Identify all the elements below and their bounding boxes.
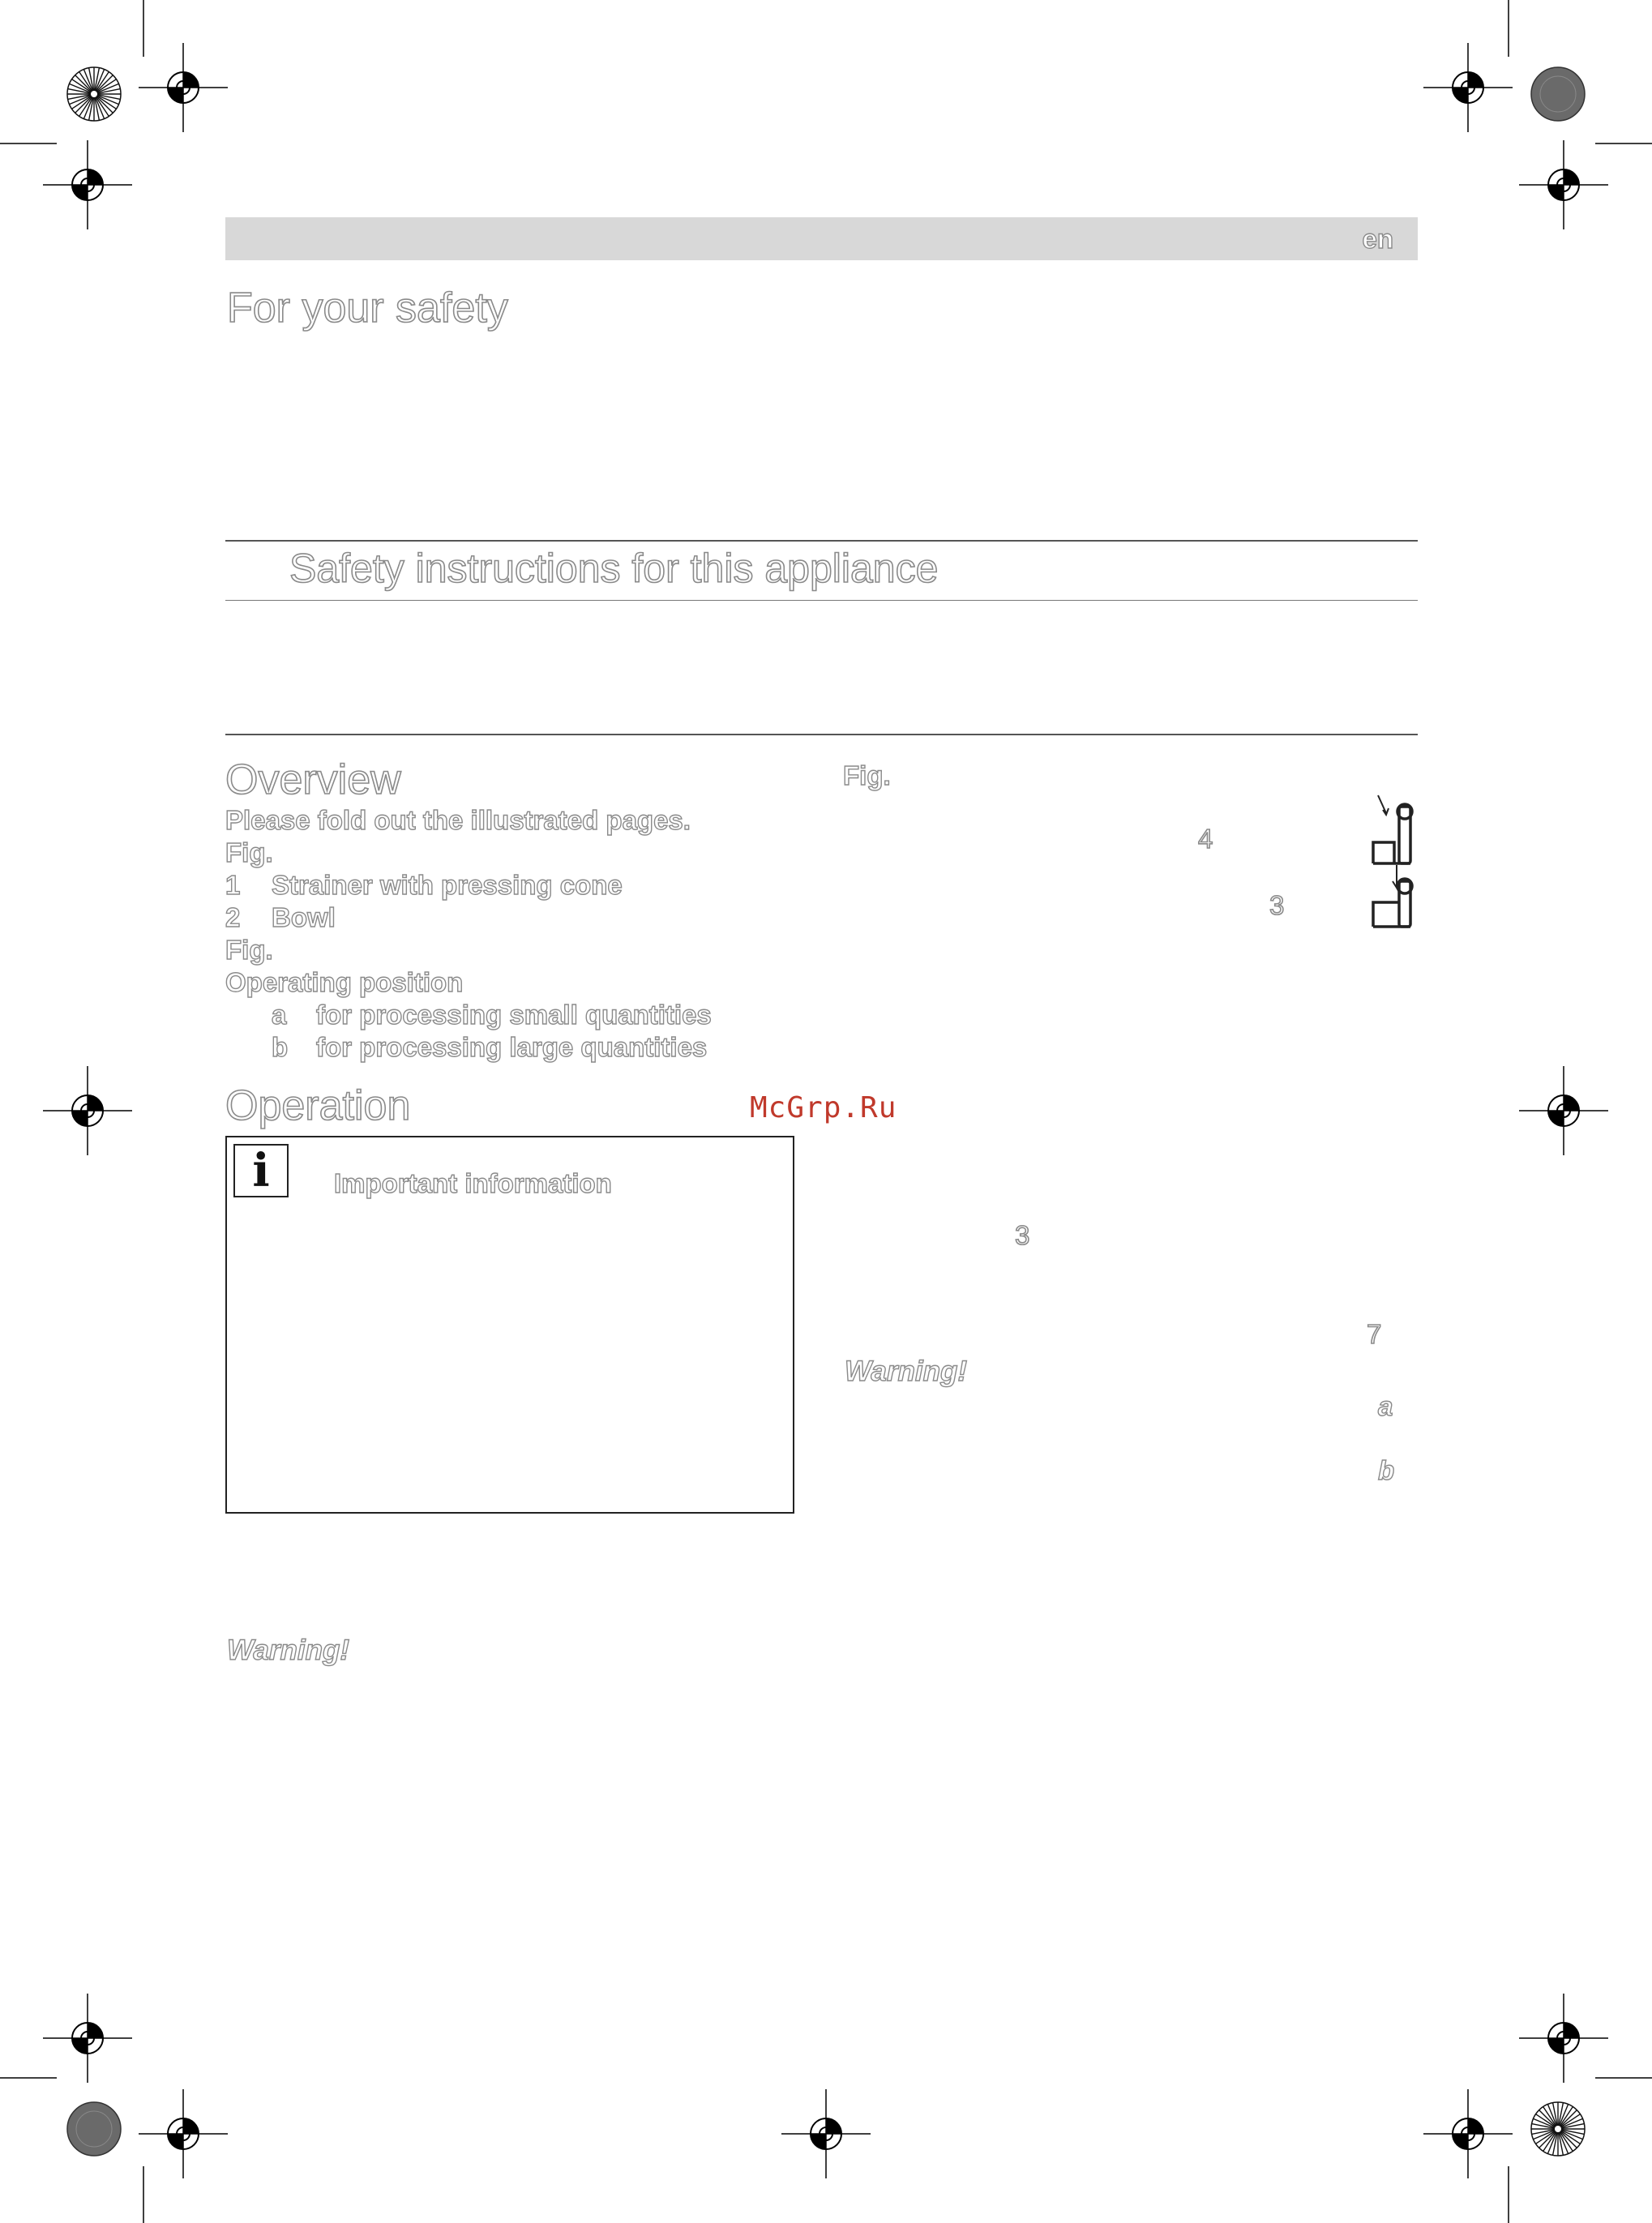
divider — [225, 734, 1418, 735]
info-box-title: Important information — [334, 1168, 612, 1198]
divider — [225, 540, 1418, 542]
info-icon: i — [233, 1144, 289, 1197]
operating-position-label: Operating position — [225, 967, 464, 997]
warning-label: Warning! — [227, 1634, 350, 1666]
divider — [225, 600, 1418, 601]
list-item: Bowl — [272, 902, 336, 932]
figure-reference-number: 4 — [1198, 824, 1213, 854]
position-item: for processing large quantities — [316, 1032, 708, 1062]
safety-subtitle: Safety instructions for this appliance — [289, 546, 939, 591]
fig-label: Fig. — [225, 935, 273, 965]
list-item-number: 1 — [225, 870, 241, 900]
position-letter: a — [1378, 1391, 1393, 1421]
language-code: en — [1362, 224, 1393, 254]
language-bar — [225, 217, 1418, 260]
safety-title: For your safety — [227, 285, 508, 332]
position-item: for processing small quantities — [316, 1000, 712, 1030]
fig-label: Fig. — [225, 837, 273, 867]
figure-reference-number: 3 — [1015, 1220, 1030, 1250]
warning-label: Warning! — [845, 1356, 968, 1387]
figure-reference-number: 7 — [1367, 1319, 1382, 1349]
figure-reference-number: 3 — [1269, 890, 1285, 920]
watermark: McGrp.Ru — [750, 1091, 897, 1124]
important-information-box — [225, 1136, 794, 1514]
position-letter: b — [272, 1032, 289, 1062]
list-item-number: 2 — [225, 902, 241, 932]
position-letter: b — [1378, 1455, 1395, 1485]
overview-intro: Please fold out the illustrated pages. — [225, 805, 691, 835]
list-item: Strainer with pressing cone — [272, 870, 623, 900]
operation-title: Operation — [225, 1082, 411, 1129]
fig-label: Fig. — [843, 760, 891, 790]
appliance-position-icon — [1370, 790, 1419, 936]
position-letter: a — [272, 1000, 287, 1030]
overview-title: Overview — [225, 756, 401, 803]
